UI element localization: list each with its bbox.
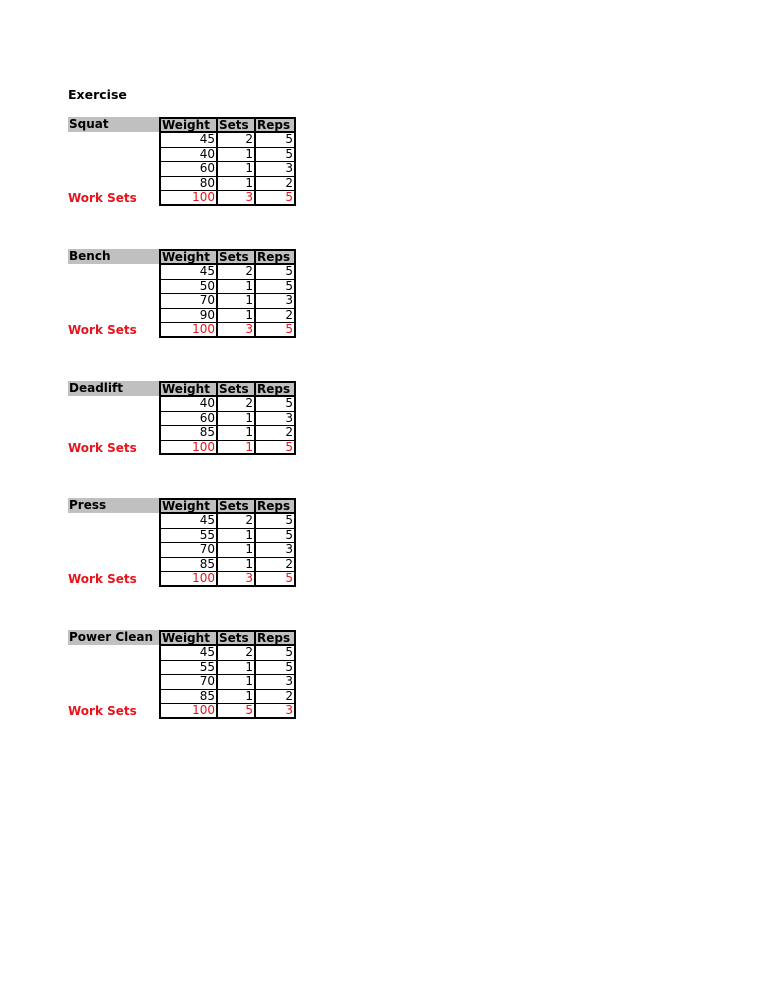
weight-cell[interactable]: 90: [159, 309, 216, 324]
reps-cell[interactable]: 5: [254, 265, 296, 280]
header-row: [68, 498, 296, 514]
exercise-name: Bench: [68, 249, 159, 264]
work-weight-cell[interactable]: 100: [159, 572, 216, 587]
warmup-row: [68, 280, 296, 295]
warmup-row: [68, 412, 296, 427]
sets-cell[interactable]: 1: [216, 675, 254, 690]
sets-cell[interactable]: 1: [216, 294, 254, 309]
work-weight-cell[interactable]: 100: [159, 704, 216, 719]
work-weight-cell[interactable]: 100: [159, 441, 216, 456]
reps-cell[interactable]: 3: [254, 294, 296, 309]
weight-cell[interactable]: 45: [159, 133, 216, 148]
warmup-row: [68, 177, 296, 192]
weight-cell[interactable]: 70: [159, 543, 216, 558]
weight-cell[interactable]: 60: [159, 162, 216, 177]
work-sets-label: Work Sets: [68, 191, 137, 206]
warmup-row: [68, 646, 296, 661]
weight-cell[interactable]: 40: [159, 148, 216, 163]
sets-cell[interactable]: 2: [216, 514, 254, 529]
reps-header: Reps: [254, 381, 296, 397]
warmup-row: [68, 309, 296, 324]
warmup-row: [68, 675, 296, 690]
header-row: [68, 117, 296, 133]
work-reps-cell[interactable]: 5: [254, 441, 296, 456]
work-sets-label: Work Sets: [68, 704, 137, 719]
page-heading: Exercise: [68, 87, 127, 102]
reps-cell[interactable]: 2: [254, 309, 296, 324]
reps-cell[interactable]: 5: [254, 397, 296, 412]
warmup-row: [68, 162, 296, 177]
reps-cell[interactable]: 5: [254, 661, 296, 676]
sets-cell[interactable]: 1: [216, 661, 254, 676]
reps-cell[interactable]: 5: [254, 280, 296, 295]
warmup-row: [68, 558, 296, 573]
warmup-row: [68, 397, 296, 412]
weight-cell[interactable]: 85: [159, 690, 216, 705]
work-sets-cell[interactable]: 3: [216, 323, 254, 338]
exercise-table-press: [68, 498, 296, 587]
sets-cell[interactable]: 1: [216, 426, 254, 441]
warmup-row: [68, 294, 296, 309]
sets-cell[interactable]: 1: [216, 543, 254, 558]
exercise-name: Press: [68, 498, 159, 513]
exercise-table-squat: [68, 117, 296, 206]
sets-cell[interactable]: 1: [216, 558, 254, 573]
reps-header: Reps: [254, 498, 296, 514]
work-weight-cell[interactable]: 100: [159, 191, 216, 206]
reps-header: Reps: [254, 249, 296, 265]
work-reps-cell[interactable]: 5: [254, 572, 296, 587]
sets-header: Sets: [216, 498, 254, 514]
weight-header: Weight: [159, 249, 216, 265]
reps-cell[interactable]: 5: [254, 646, 296, 661]
sets-header: Sets: [216, 381, 254, 397]
sets-cell[interactable]: 1: [216, 529, 254, 544]
weight-cell[interactable]: 60: [159, 412, 216, 427]
header-row: [68, 381, 296, 397]
work-sets-row: [68, 191, 296, 206]
sets-cell[interactable]: 1: [216, 148, 254, 163]
warmup-row: [68, 426, 296, 441]
sets-cell[interactable]: 2: [216, 265, 254, 280]
exercise-table-deadlift: [68, 381, 296, 455]
warmup-row: [68, 529, 296, 544]
header-row: [68, 249, 296, 265]
sets-cell[interactable]: 2: [216, 133, 254, 148]
exercise-table-bench: [68, 249, 296, 338]
warmup-row: [68, 265, 296, 280]
work-reps-cell[interactable]: 3: [254, 704, 296, 719]
reps-header: Reps: [254, 630, 296, 646]
weight-cell[interactable]: 85: [159, 426, 216, 441]
weight-cell[interactable]: 55: [159, 529, 216, 544]
work-sets-cell[interactable]: 5: [216, 704, 254, 719]
sets-cell[interactable]: 1: [216, 309, 254, 324]
weight-cell[interactable]: 85: [159, 558, 216, 573]
weight-cell[interactable]: 55: [159, 661, 216, 676]
work-sets-cell[interactable]: 1: [216, 441, 254, 456]
sets-cell[interactable]: 1: [216, 280, 254, 295]
reps-cell[interactable]: 5: [254, 529, 296, 544]
sets-cell[interactable]: 1: [216, 177, 254, 192]
weight-cell[interactable]: 50: [159, 280, 216, 295]
sets-cell[interactable]: 1: [216, 162, 254, 177]
reps-cell[interactable]: 5: [254, 133, 296, 148]
weight-header: Weight: [159, 117, 216, 133]
weight-header: Weight: [159, 498, 216, 514]
weight-cell[interactable]: 45: [159, 646, 216, 661]
reps-cell[interactable]: 2: [254, 558, 296, 573]
weight-cell[interactable]: 45: [159, 265, 216, 280]
header-row: [68, 630, 296, 646]
work-sets-label: Work Sets: [68, 323, 137, 338]
exercise-name: Squat: [68, 117, 159, 132]
reps-cell[interactable]: 2: [254, 177, 296, 192]
weight-cell[interactable]: 70: [159, 675, 216, 690]
weight-header: Weight: [159, 630, 216, 646]
warmup-row: [68, 690, 296, 705]
work-sets-label: Work Sets: [68, 572, 137, 587]
weight-cell[interactable]: 80: [159, 177, 216, 192]
warmup-row: [68, 148, 296, 163]
sets-cell[interactable]: 1: [216, 412, 254, 427]
reps-cell[interactable]: 3: [254, 675, 296, 690]
work-sets-row: [68, 704, 296, 719]
reps-cell[interactable]: 5: [254, 514, 296, 529]
warmup-row: [68, 514, 296, 529]
work-sets-row: [68, 572, 296, 587]
reps-cell[interactable]: 5: [254, 148, 296, 163]
exercise-name: Deadlift: [68, 381, 159, 396]
work-sets-row: [68, 323, 296, 338]
work-sets-cell[interactable]: 3: [216, 191, 254, 206]
work-reps-cell[interactable]: 5: [254, 191, 296, 206]
sets-cell[interactable]: 1: [216, 690, 254, 705]
work-reps-cell[interactable]: 5: [254, 323, 296, 338]
exercise-table-power-clean: [68, 630, 296, 719]
reps-cell[interactable]: 3: [254, 543, 296, 558]
warmup-row: [68, 543, 296, 558]
weight-header: Weight: [159, 381, 216, 397]
sets-cell[interactable]: 2: [216, 397, 254, 412]
sets-header: Sets: [216, 249, 254, 265]
work-weight-cell[interactable]: 100: [159, 323, 216, 338]
weight-cell[interactable]: 70: [159, 294, 216, 309]
reps-header: Reps: [254, 117, 296, 133]
sets-header: Sets: [216, 117, 254, 133]
reps-cell[interactable]: 3: [254, 162, 296, 177]
reps-cell[interactable]: 2: [254, 426, 296, 441]
work-sets-row: [68, 441, 296, 456]
sets-header: Sets: [216, 630, 254, 646]
warmup-row: [68, 661, 296, 676]
work-sets-label: Work Sets: [68, 440, 137, 455]
exercise-name: Power Clean: [68, 630, 159, 645]
work-sets-cell[interactable]: 3: [216, 572, 254, 587]
weight-cell[interactable]: 45: [159, 514, 216, 529]
weight-cell[interactable]: 40: [159, 397, 216, 412]
sets-cell[interactable]: 2: [216, 646, 254, 661]
reps-cell[interactable]: 2: [254, 690, 296, 705]
reps-cell[interactable]: 3: [254, 412, 296, 427]
warmup-row: [68, 133, 296, 148]
